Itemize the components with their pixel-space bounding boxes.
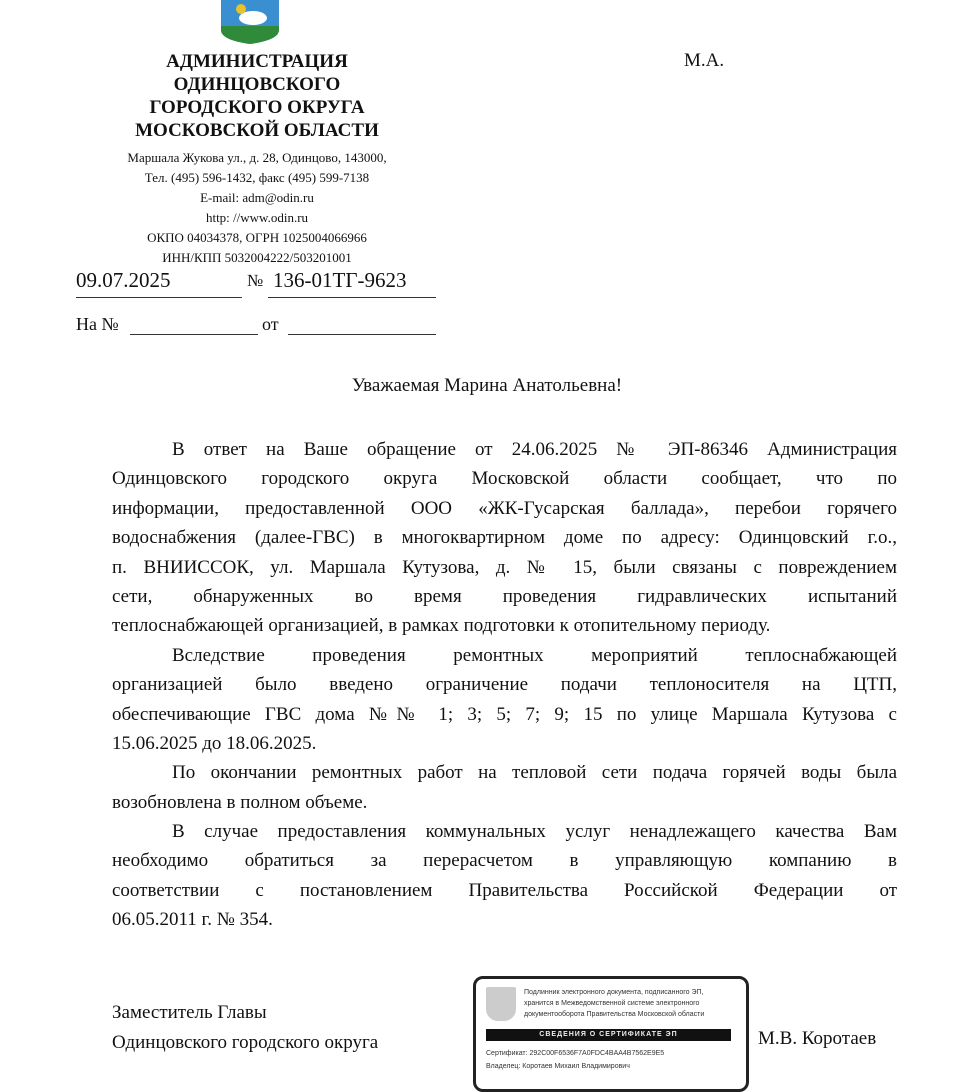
paragraph-line: 15.06.2025 до 18.06.2025. <box>112 732 317 754</box>
paragraph-line: водоснабжения (далее-ГВС) в многоквартирном доме по адресу: Одинцовский г.о., <box>112 527 897 549</box>
org-line: МОСКОВСКОЙ ОБЛАСТИ <box>135 120 379 141</box>
org-line: ГОРОДСКОГО ОКРУГА <box>149 97 365 118</box>
certificate-owner: Владелец: Коротаев Михаил Владимирович <box>486 1063 630 1070</box>
emblem-icon <box>486 987 516 1021</box>
org-line: АДМИНИСТРАЦИЯ <box>166 51 348 72</box>
document-date: 09.07.2025 <box>76 268 171 292</box>
okpo-ogrn: ОКПО 04034378, ОГРН 1025004066966 <box>147 230 367 245</box>
coat-of-arms-icon <box>219 0 281 44</box>
paragraph-line: 06.05.2011 г. № 354. <box>112 909 273 931</box>
paragraph-line: необходимо обратиться за перерасчетом в управляющую компанию в <box>112 850 897 872</box>
stamp-text: Подлинник электронного документа, подписанного ЭП, <box>524 989 704 996</box>
registration-line <box>76 268 436 298</box>
letter-body <box>112 435 897 935</box>
phone: Тел. (495) 596-1432, факс (495) 599-7138 <box>144 170 370 185</box>
paragraph-line: В случае предоставления коммунальных услуг ненадлежащего качества Вам <box>172 821 897 843</box>
document-number: 136-01ТГ-9623 <box>273 268 407 292</box>
organization-name <box>90 50 424 142</box>
paragraph-line: По окончании ремонтных работ на тепловой сети подача горячей воды была <box>172 762 897 784</box>
paragraph-line: Вследствие проведения ремонтных мероприятий теплоснабжающей <box>172 644 897 666</box>
stamp-text: хранится в Межведомственной системе электронного <box>524 1000 700 1007</box>
position-line: Заместитель Главы <box>112 1002 267 1023</box>
reference-line <box>76 312 436 340</box>
stamp-text: документооборота Правительства Московской области <box>524 1011 705 1018</box>
paragraph-line: организацией было введено ограничение подачи теплоносителя на ЦТП, <box>112 674 897 696</box>
website: http: //www.odin.ru <box>205 210 309 225</box>
certificate-id: Сертификат: 292C00F6536F7A0FDC4BAA4B7562E9E5 <box>486 1050 665 1057</box>
paragraph-line: В ответ на Ваше обращение от 24.06.2025 № ЭП-86346 Администрация <box>172 439 897 460</box>
paragraph-line: Одинцовского городского округа Московской области сообщает, что по <box>112 468 897 490</box>
salutation: Уважаемая Марина Анатольевна! <box>351 375 623 396</box>
position-line: Одинцовского городского округа <box>112 1032 379 1053</box>
paragraph-line: обеспечивающие ГВС дома №№ 1; 3; 5; 7; 9; 15 по улице Маршала Кутузова с <box>112 703 897 725</box>
addressee: М.А. <box>684 50 725 71</box>
ref-label: На № <box>76 314 119 334</box>
stamp-header: СВЕДЕНИЯ О СЕРТИФИКАТЕ ЭП <box>486 1029 731 1041</box>
inn-kpp: ИНН/КПП 5032004222/503201001 <box>162 250 352 265</box>
paragraph-line: п. ВНИИССОК, ул. Маршала Кутузова, д. № 15, были связаны с повреждением <box>112 556 897 578</box>
number-sign: № <box>247 271 264 290</box>
org-contacts <box>90 148 424 268</box>
signatory-position <box>112 998 378 1058</box>
paragraph-line: соответствии с постановлением Правительства Российской Федерации от <box>112 879 897 901</box>
paragraph-line: теплоснабжающей организацией, в рамках подготовки к отопительному периоду. <box>112 615 771 637</box>
org-line: ОДИНЦОВСКОГО <box>173 74 341 95</box>
email: E-mail: adm@odin.ru <box>200 190 314 205</box>
paragraph-line: сети, обнаруженных во время проведения гидравлических испытаний <box>112 585 897 607</box>
ref-from-label: от <box>262 314 279 334</box>
paragraph-line: информации, предоставленной ООО «ЖК-Гусарская баллада», перебои горячего <box>112 497 897 519</box>
paragraph-line: возобновлена в полном объеме. <box>112 791 368 813</box>
signatory-name: М.В. Коротаев <box>758 1028 877 1049</box>
address: Маршала Жукова ул., д. 28, Одинцово, 143000, <box>127 150 387 165</box>
